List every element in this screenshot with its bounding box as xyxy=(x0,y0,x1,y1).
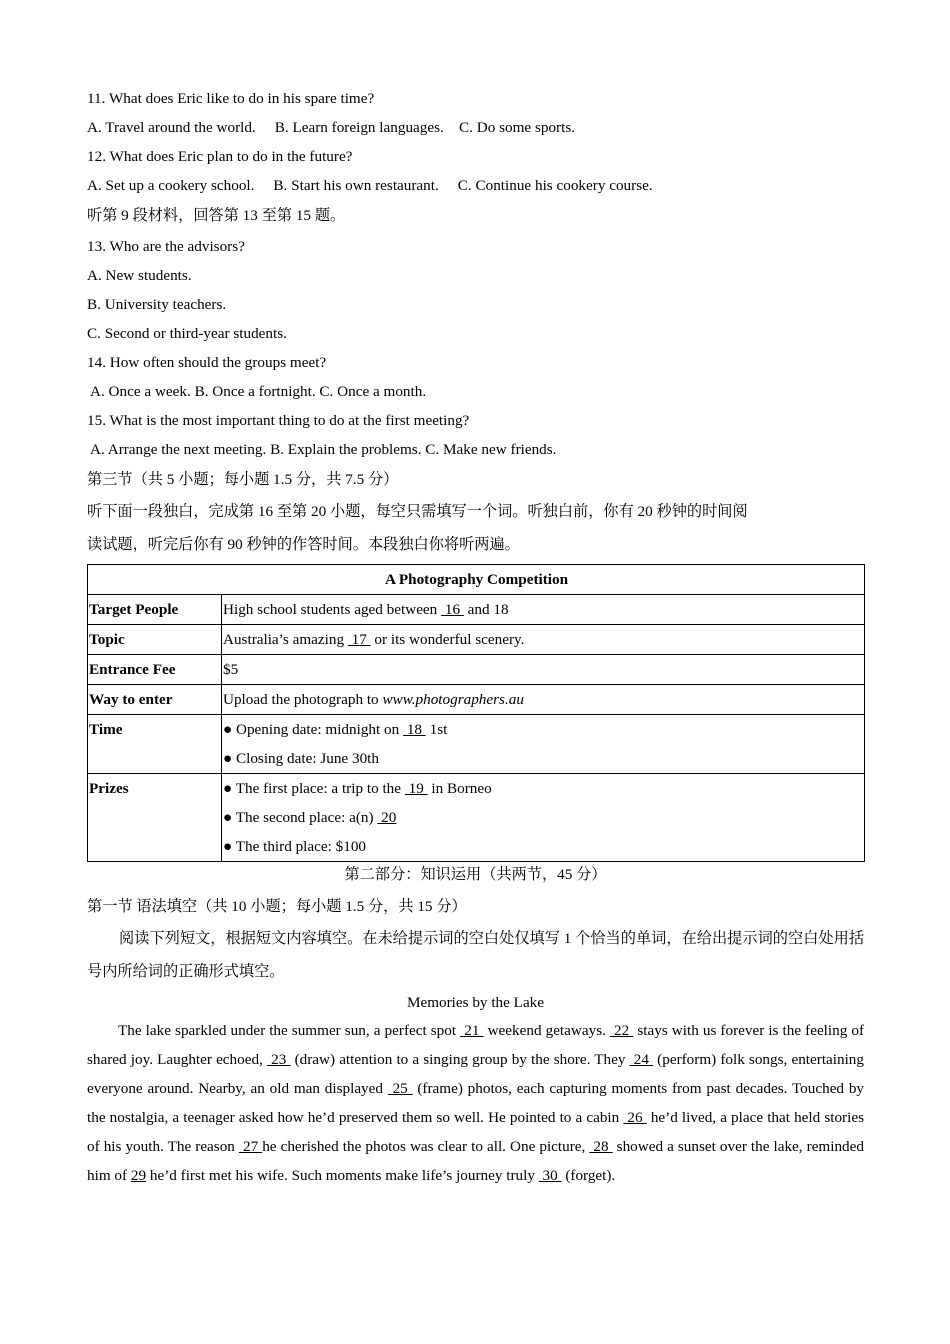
question-13-option-c: C. Second or third-year students. xyxy=(87,325,287,342)
section3-header: 第三节（共 5 小题；每小题 1.5 分，共 7.5 分） xyxy=(87,471,399,488)
question-12: 12. What does Eric plan to do in the future? xyxy=(87,148,353,165)
blank-19[interactable]: 19 xyxy=(404,780,428,797)
section3-instruction-line1: 听下面一段独白，完成第 16 至第 20 小题，每空只需填写一个词。听独白前，你有 20 秒钟的时间阅 xyxy=(87,503,748,520)
table-title: A Photography Competition xyxy=(88,565,865,595)
blank-28[interactable]: 28 xyxy=(589,1138,613,1155)
blank-16[interactable]: 16 xyxy=(441,601,464,618)
target-value xyxy=(222,595,865,625)
question-14: 14. How often should the groups meet? xyxy=(87,354,327,371)
prize2-text: ● The second place: a(n) xyxy=(223,809,378,826)
question-11-options: A. Travel around the world. B. Learn foreign languages. C. Do some sports. xyxy=(87,119,576,136)
prize-first xyxy=(223,774,864,803)
blank-30[interactable]: 30 xyxy=(538,1167,562,1184)
time-value xyxy=(222,715,865,774)
grammar-header: 第一节 语法填空（共 10 小题；每小题 1.5 分，共 15 分） xyxy=(87,898,467,915)
prizes-value xyxy=(222,774,865,862)
prize-second xyxy=(223,803,864,832)
blank-27[interactable]: 27 xyxy=(238,1138,263,1155)
topic-value xyxy=(222,625,865,655)
fee-value: $5 xyxy=(222,655,865,685)
question-14-options: A. Once a week. B. Once a fortnight. C. Once a month. xyxy=(90,383,427,400)
grammar-instruction xyxy=(87,922,864,988)
time-label: Time xyxy=(88,715,222,774)
passage-text: he’d lived, a place that held stories of his youth. The reason xyxy=(87,1109,864,1155)
blank-18[interactable]: 18 xyxy=(403,721,426,738)
question-13-option-b: B. University teachers. xyxy=(87,296,227,313)
topic-text-end: or its wonderful scenery. xyxy=(370,631,525,648)
question-12-options: A. Set up a cookery school. B. Start his own restaurant. C. Continue his cookery course. xyxy=(87,177,653,194)
way-label: Way to enter xyxy=(88,685,222,715)
section9-intro: 听第 9 段材料，回答第 13 至第 15 题。 xyxy=(87,207,346,224)
passage-text: he cherished the photos was clear to all. One picture, xyxy=(262,1138,590,1155)
target-text: High school students aged between xyxy=(223,601,442,618)
prize1-text: ● The first place: a trip to the xyxy=(223,780,405,797)
blank-29[interactable]: 29 xyxy=(130,1167,147,1184)
passage-text: (forget). xyxy=(561,1167,616,1184)
blank-21[interactable]: 21 xyxy=(460,1022,484,1039)
part2-header: 第二部分：知识运用（共两节，45 分） xyxy=(344,866,607,883)
passage-body xyxy=(87,1016,864,1190)
passage-text: weekend getaways. xyxy=(483,1022,610,1039)
blank-23[interactable]: 23 xyxy=(267,1051,291,1068)
website-link[interactable]: www.photographers.au xyxy=(382,691,524,708)
blank-20[interactable]: 20 xyxy=(377,809,397,826)
closing-date: ● Closing date: June 30th xyxy=(223,750,379,767)
question-15-options: A. Arrange the next meeting. B. Explain the problems. C. Make new friends. xyxy=(90,441,557,458)
opening-text-end: 1st xyxy=(425,721,448,738)
passage-text: showed a sunset over the lake, reminded him of xyxy=(87,1138,864,1184)
opening-text: ● Opening date: midnight on xyxy=(223,721,404,738)
section3-instruction-line2: 读试题，听完后你有 90 秒钟的作答时间。本段独白你将听两遍。 xyxy=(87,536,520,553)
passage-text: (perform) folk songs, entertaining everyone around. Nearby, an old man displayed xyxy=(87,1051,864,1097)
competition-table xyxy=(87,564,865,862)
question-15: 15. What is the most important thing to do at the first meeting? xyxy=(87,412,470,429)
topic-text: Australia’s amazing xyxy=(223,631,348,648)
exam-page xyxy=(87,84,864,1190)
prize1-text-end: in Borneo xyxy=(427,780,492,797)
passage-text: (frame) photos, each capturing moments from past decades. Touched by the nostalgia, a teenager asked how he’d preserved them so well. He pointed to a cabin xyxy=(87,1080,865,1126)
target-text-end: and 18 xyxy=(463,601,509,618)
passage-title: Memories by the Lake xyxy=(406,994,545,1011)
opening-date xyxy=(223,715,864,744)
question-13: 13. Who are the advisors? xyxy=(87,238,245,255)
blank-22[interactable]: 22 xyxy=(609,1022,634,1039)
passage-text: he’d first met his wife. Such moments make life’s journey truly xyxy=(146,1167,539,1184)
question-11: 11. What does Eric like to do in his spare time? xyxy=(87,90,375,107)
way-text: Upload the photograph to xyxy=(223,691,383,708)
passage-text: stays with us forever is the feeling of shared joy. Laughter echoed, xyxy=(87,1022,865,1068)
topic-label: Topic xyxy=(88,625,222,655)
grammar-instruction-text: 阅读下列短文，根据短文内容填空。在未给提示词的空白处仅填写 1 个恰当的单词，在给出提示词的空白处用括号内所给词的正确形式填空。 xyxy=(87,930,864,980)
fee-label: Entrance Fee xyxy=(88,655,222,685)
blank-24[interactable]: 24 xyxy=(629,1051,654,1068)
blank-25[interactable]: 25 xyxy=(387,1080,413,1097)
target-label: Target People xyxy=(88,595,222,625)
prizes-label: Prizes xyxy=(88,774,222,862)
passage-text: The lake sparkled under the summer sun, a perfect spot xyxy=(118,1022,461,1039)
question-13-option-a: A. New students. xyxy=(87,267,192,284)
blank-26[interactable]: 26 xyxy=(623,1109,647,1126)
prize-third: ● The third place: $100 xyxy=(223,838,367,855)
way-value xyxy=(222,685,865,715)
passage-text: (draw) attention to a singing group by the shore. They xyxy=(290,1051,630,1068)
blank-17[interactable]: 17 xyxy=(347,631,371,648)
